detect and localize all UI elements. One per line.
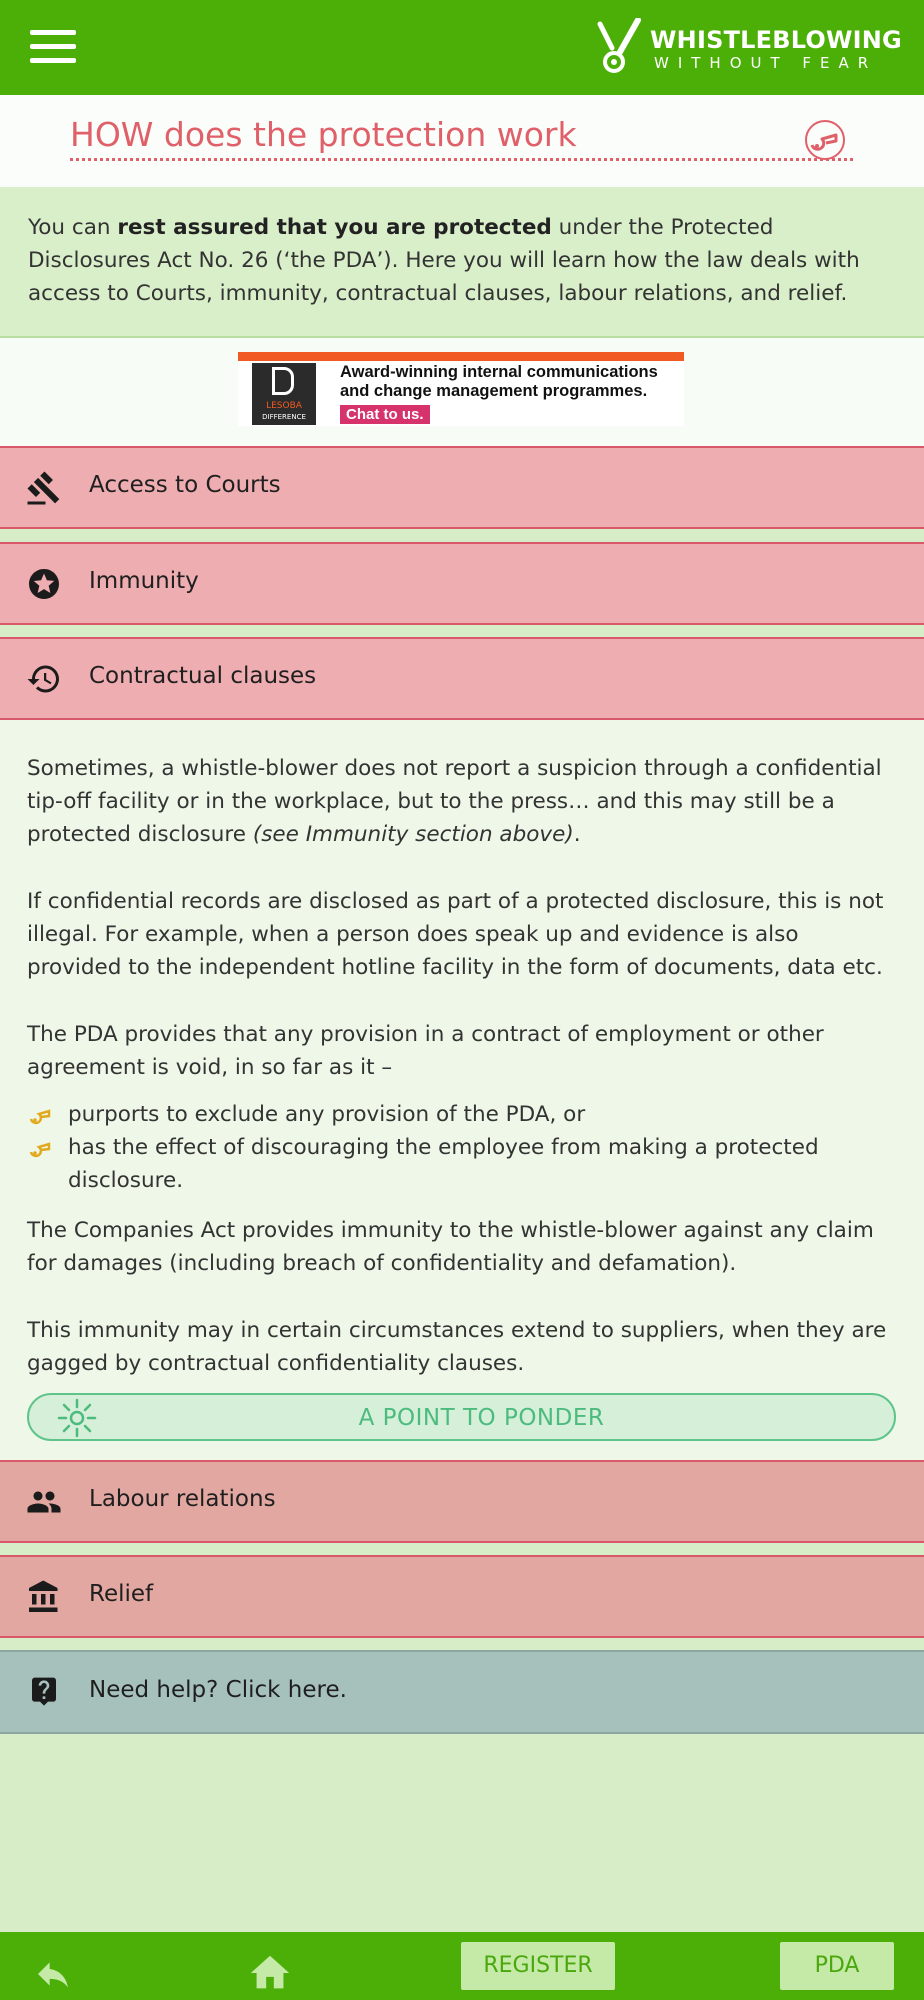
star-badge-icon — [26, 566, 62, 602]
whistle-icon — [804, 119, 846, 161]
home-icon[interactable] — [246, 1950, 294, 1996]
section-relief[interactable] — [0, 1555, 924, 1638]
bottom-nav-bar — [0, 1932, 924, 2000]
p1-end: . — [573, 822, 581, 847]
section-label: Access to Courts — [89, 472, 281, 498]
contractual-clauses-content — [0, 720, 924, 1460]
bullet-text: has the effect of discouraging the employee from making a protected disclosure. — [68, 1135, 819, 1193]
help-link[interactable] — [0, 1650, 924, 1734]
ad-logo-sub: DIFFERENCE — [262, 413, 306, 421]
title-bar — [0, 95, 924, 187]
brand-logo[interactable] — [594, 18, 902, 78]
ad-line2: and change management programmes. — [340, 382, 648, 400]
ad-chat-button[interactable]: Chat to us. — [340, 405, 430, 424]
ad-line1: Award-winning internal communications — [340, 363, 658, 381]
ad-banner[interactable] — [238, 352, 684, 426]
intro-part2: under the Protected Disclosures Act No. 26 (‘the PDA’). Here you will learn how the law deals with access to Courts, immunity, contractual clauses, labour relations, and relief. — [28, 215, 860, 306]
list-item — [27, 1098, 899, 1131]
back-arrow-icon[interactable] — [30, 1954, 76, 1994]
section-label: Immunity — [89, 568, 199, 594]
intro-part1: You can — [28, 215, 118, 240]
ad-zone — [0, 338, 924, 446]
register-button[interactable]: REGISTER — [461, 1942, 615, 1990]
ad-text — [340, 363, 658, 401]
hamburger-menu-icon[interactable] — [30, 30, 76, 64]
ponder-label: A POINT TO PONDER — [358, 1405, 605, 1431]
paragraph: The Companies Act provides immunity to the whistle-blower against any claim for damages (including breach of confidentiality and defamation). — [27, 1218, 874, 1276]
pda-button[interactable]: PDA — [780, 1942, 894, 1990]
page-title: HOW does the protection work — [70, 115, 853, 161]
paragraph: This immunity may in certain circumstances extend to suppliers, when they are gagged by contractual confidentiality clauses. — [27, 1318, 887, 1376]
whistle-bullet-icon — [27, 1140, 53, 1158]
lesoba-logo — [252, 363, 316, 425]
history-icon — [26, 661, 62, 697]
intro-bold: rest assured that you are protected — [117, 215, 552, 240]
section-access-to-courts[interactable] — [0, 446, 924, 529]
intro-text — [0, 187, 924, 338]
bullet-text: purports to exclude any provision of the PDA, or — [68, 1102, 586, 1127]
section-contractual-clauses[interactable] — [0, 637, 924, 720]
section-label: Contractual clauses — [89, 663, 317, 689]
people-icon — [26, 1484, 62, 1520]
paragraph: The PDA provides that any provision in a contract of employment or other agreement is void, in so far as it – — [27, 1022, 824, 1080]
paragraph: If confidential records are disclosed as part of a protected disclosure, this is not illegal. For example, when a person does speak up and evidence is also provided to the independent hotline facility in the form of documents, data etc. — [27, 889, 884, 980]
help-bubble-icon — [28, 1674, 60, 1708]
whistle-bullet-icon — [27, 1107, 53, 1125]
section-labour-relations[interactable] — [0, 1460, 924, 1543]
section-label: Labour relations — [89, 1486, 276, 1512]
p1-text: Sometimes, a whistle-blower does not report a suspicion through a confidential tip-off facility or in the workplace, but to the press… and this may still be a protected disclosure — [27, 756, 882, 847]
ad-logo-name: LESOBA — [266, 401, 302, 411]
brand-line1: WHISTLEBLOWING — [650, 26, 902, 54]
list-item — [27, 1131, 899, 1197]
gavel-icon — [26, 470, 62, 506]
help-label: Need help? Click here. — [89, 1677, 347, 1703]
section-label: Relief — [89, 1581, 154, 1607]
bank-icon — [26, 1579, 62, 1615]
section-immunity[interactable] — [0, 542, 924, 625]
brand-line2: WITHOUT FEAR — [654, 54, 878, 72]
top-app-bar — [0, 0, 924, 95]
whistle-logo-icon — [594, 18, 646, 76]
point-to-ponder-button[interactable] — [27, 1393, 896, 1441]
paragraph — [27, 752, 899, 851]
p1-italic: (see Immunity section above) — [252, 822, 574, 847]
